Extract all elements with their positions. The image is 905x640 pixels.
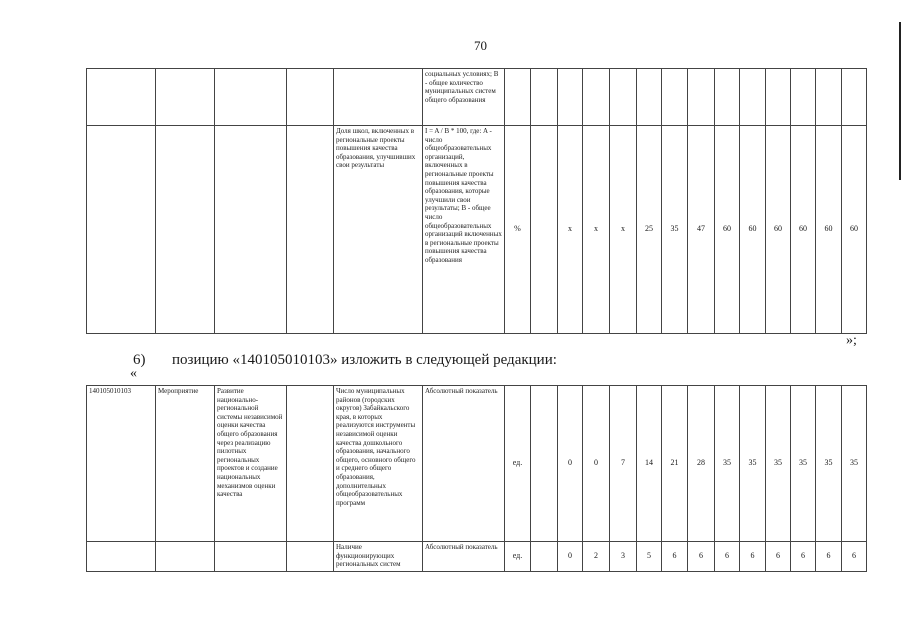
value-cell: 0 — [583, 386, 610, 542]
value-cell: 6 — [688, 542, 715, 572]
value-cell: 60 — [715, 126, 740, 334]
value-cell: 35 — [842, 386, 867, 542]
closing-quote: »; — [846, 333, 857, 348]
value-cell: 2 — [583, 542, 610, 572]
value-cell: 35 — [816, 386, 842, 542]
table-row — [87, 386, 867, 542]
value-cell: 0 — [558, 542, 583, 572]
indicator-table-top — [86, 68, 867, 334]
value-cell: 6 — [662, 542, 688, 572]
table-row — [87, 69, 867, 126]
table-row — [87, 126, 867, 334]
value-cell: 60 — [766, 126, 791, 334]
item-number: 6) — [133, 352, 146, 368]
value-cell: х — [610, 126, 637, 334]
value-cell: 6 — [766, 542, 791, 572]
indicator-cell: Доля школ, включенных в региональные проекты повышения качества образования, улучшивших свои результаты — [334, 126, 423, 334]
value-cell: х — [558, 126, 583, 334]
indicator-table-bottom — [86, 385, 867, 572]
indicator-cell: Число муниципальных районов (городских округов) Забайкальского края, в которых реализуются инструменты независимой оценки качества дошкольного образования, начального общего, основного общего и среднего общего образования, дополнительных общеобразовательных программ — [334, 386, 423, 542]
value-cell: 60 — [791, 126, 816, 334]
value-cell: 60 — [816, 126, 842, 334]
type-cell: Мероприятие — [156, 386, 215, 542]
page-number: 70 — [474, 38, 487, 53]
item-instruction: позицию «140105010103» изложить в следующей редакции: — [172, 352, 557, 368]
value-cell: 35 — [740, 386, 766, 542]
value-cell: 35 — [766, 386, 791, 542]
table-row — [87, 542, 867, 572]
value-cell: 21 — [662, 386, 688, 542]
indicator-cell: Наличие функционирующих региональных систем — [334, 542, 423, 572]
value-cell: 6 — [791, 542, 816, 572]
name-cell: Развитие национально-региональной системы независимой оценки качества общего образования через реализацию пилотных региональных проектов и создание национальных механизмов оценки качества — [215, 386, 287, 542]
scan-edge-line — [899, 22, 901, 180]
value-cell: 7 — [610, 386, 637, 542]
value-cell: 47 — [688, 126, 715, 334]
value-cell: 35 — [662, 126, 688, 334]
formula-cell: социальных условиях; B - общее количество муниципальных систем общего образования — [423, 69, 505, 126]
value-cell: 6 — [842, 542, 867, 572]
value-cell: 60 — [740, 126, 766, 334]
unit-cell: ед. — [505, 542, 531, 572]
value-cell: 5 — [637, 542, 662, 572]
value-cell: 60 — [842, 126, 867, 334]
value-cell: 35 — [791, 386, 816, 542]
value-cell: 35 — [715, 386, 740, 542]
value-cell: х — [583, 126, 610, 334]
value-cell: 28 — [688, 386, 715, 542]
value-cell: 3 — [610, 542, 637, 572]
value-cell: 25 — [637, 126, 662, 334]
unit-cell: ед. — [505, 386, 531, 542]
value-cell: 14 — [637, 386, 662, 542]
value-cell: 6 — [816, 542, 842, 572]
formula-cell: Абсолютный показатель — [423, 386, 505, 542]
formula-cell: Абсолютный показатель — [423, 542, 505, 572]
code-cell: 140105010103 — [87, 386, 156, 542]
value-cell: 6 — [715, 542, 740, 572]
unit-cell: % — [505, 126, 531, 334]
value-cell: 6 — [740, 542, 766, 572]
value-cell: 0 — [558, 386, 583, 542]
opening-quote: « — [130, 366, 137, 381]
formula-cell: I = A / B * 100, где: A - число общеобразовательных организаций, включенных в региональные проекты повышения качества образования, которые улучшили свои результаты; B - общее число общеобразовательных организаций включенных в региональные проекты повышения качества образования — [423, 126, 505, 334]
